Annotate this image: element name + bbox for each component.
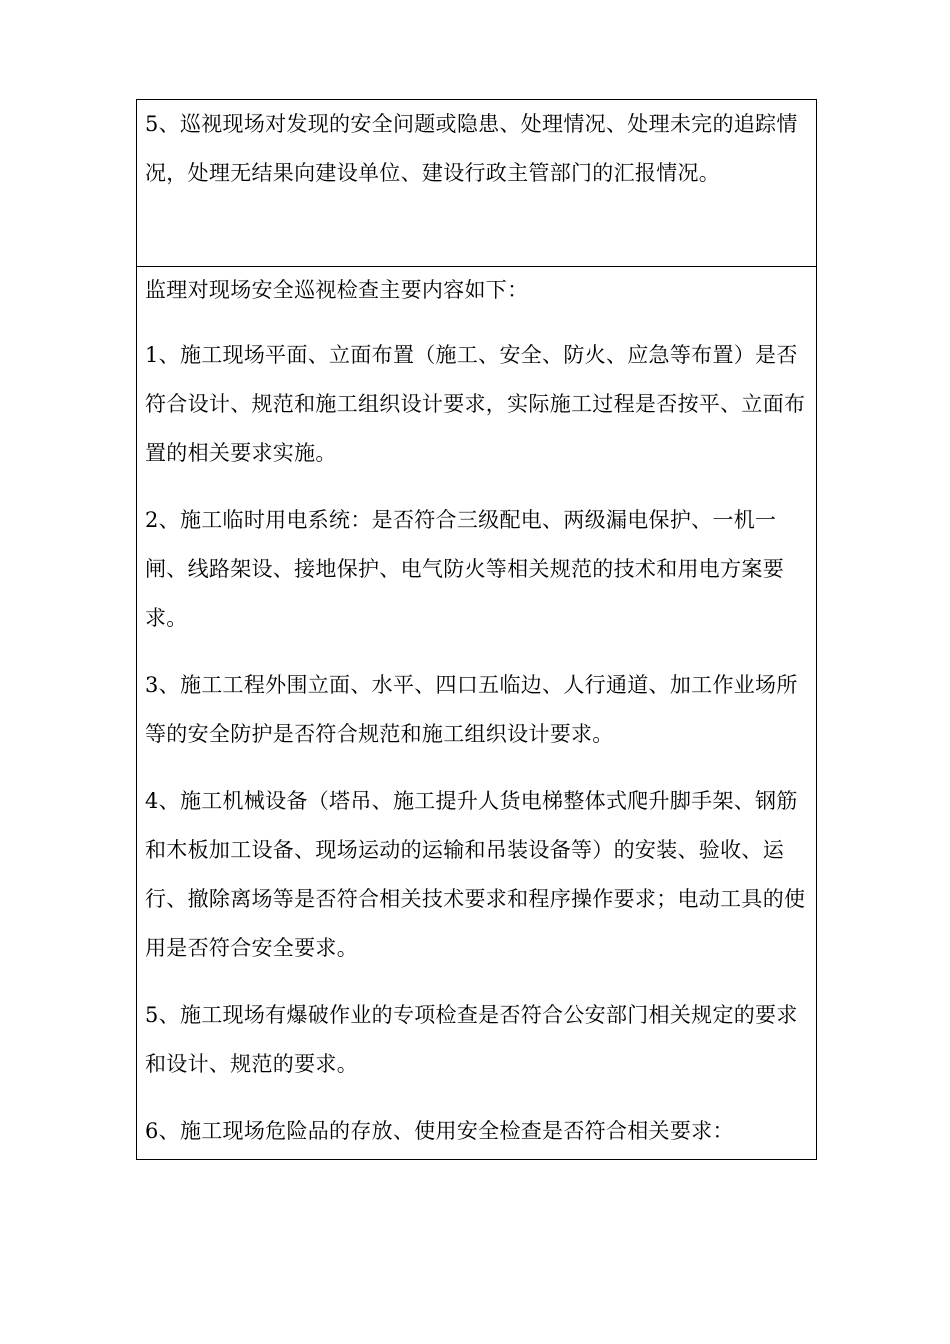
bottom-cell (137, 267, 817, 1160)
inspection-intro: 监理对现场安全巡视检查主要内容如下： (145, 278, 529, 302)
inspection-item-1: 1、施工现场平面、立面布置（施工、安全、防火、应急等布置）是否符合设计、规范和施工组织设计要求，实际施工过程是否按平、立面布置的相关要求实施。 (145, 343, 806, 465)
table-row (137, 267, 817, 1160)
inspection-item-3: 3、施工工程外围立面、水平、四口五临边、人行通道、加工作业场所等的安全防护是否符合规范和施工组织设计要求。 (145, 673, 798, 746)
content-table (136, 99, 817, 1160)
inspection-item-2: 2、施工临时用电系统：是否符合三级配电、两级漏电保护、一机一闸、线路架设、接地保护、电气防火等相关规范的技术和用电方案要求。 (145, 508, 784, 630)
inspection-item-5: 5、施工现场有爆破作业的专项检查是否符合公安部门相关规定的要求和设计、规范的要求。 (145, 1003, 798, 1076)
table-row (137, 100, 817, 267)
inspection-item-4: 4、施工机械设备（塔吊、施工提升人货电梯整体式爬升脚手架、钢筋和木板加工设备、现场运动的运输和吊装设备等）的安装、验收、运行、撤除离场等是否符合相关技术要求和程序操作要求；电动工具的使用是否符合安全要求。 (145, 789, 806, 960)
inspection-item-6: 6、施工现场危险品的存放、使用安全检查是否符合相关要求： (145, 1119, 734, 1143)
item-5-tracking-paragraph: 5、巡视现场对发现的安全问题或隐患、处理情况、处理未完的追踪情况，处理无结果向建设单位、建设行政主管部门的汇报情况。 (145, 112, 798, 185)
top-cell (137, 100, 817, 267)
